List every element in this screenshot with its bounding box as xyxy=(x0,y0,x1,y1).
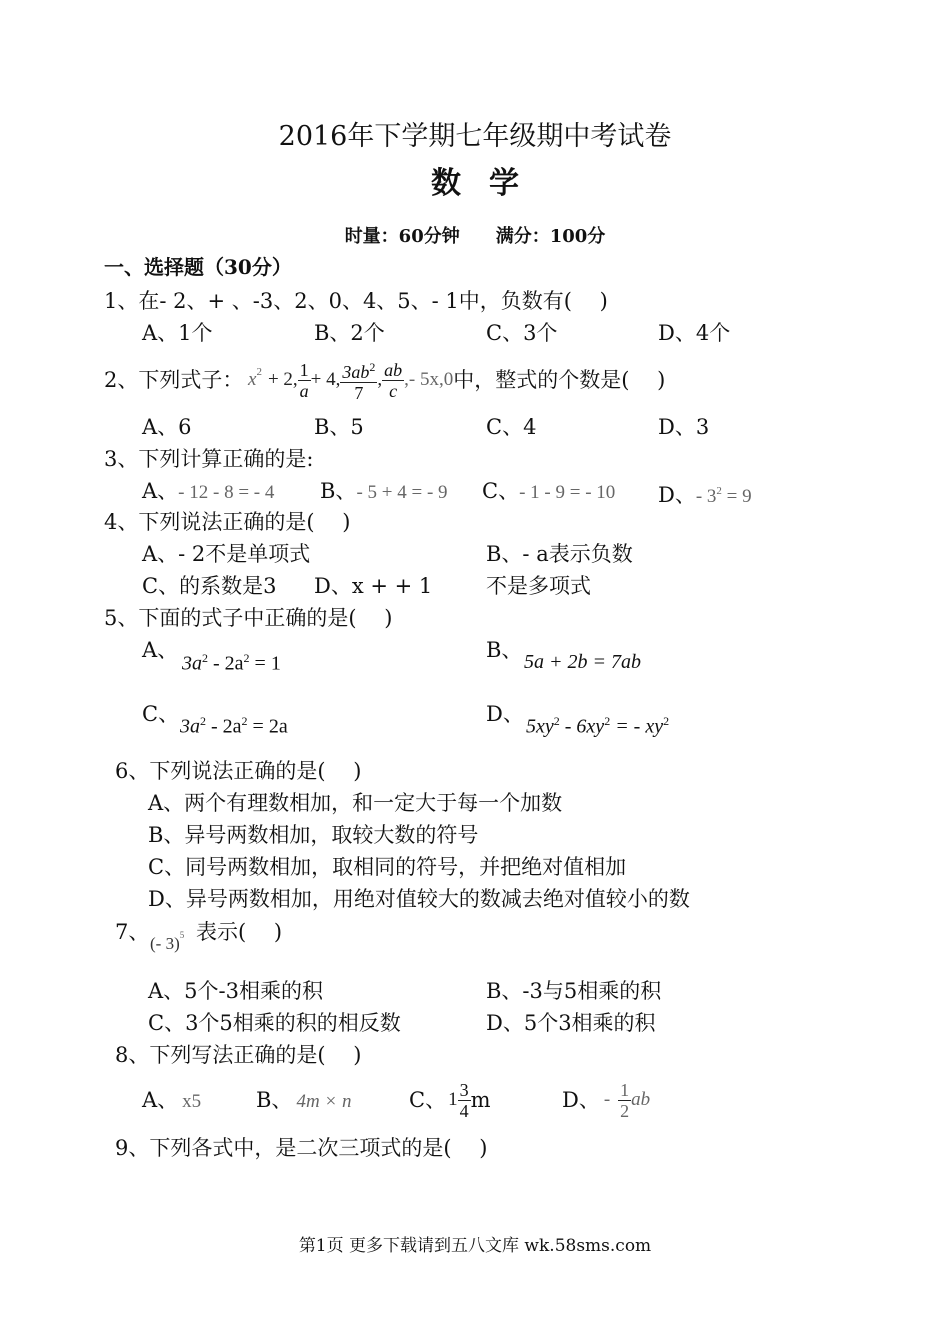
question-8-stem: 8、下列写法正确的是( ) xyxy=(115,1043,362,1067)
question-9-stem: 9、下列各式中，是二次三项式的是( ) xyxy=(115,1136,488,1160)
question-4-option-c: C、的系数是3 xyxy=(142,574,277,598)
section-heading: 一、选择题（30分） xyxy=(104,255,292,279)
q5-c-exp2: 2 xyxy=(241,714,248,728)
q3-d-exponent: 2 xyxy=(716,485,722,497)
q5-c-term1: 3a xyxy=(180,715,200,738)
q2-x: x xyxy=(248,369,257,390)
q5-d-result: = - xy xyxy=(610,715,664,738)
q8-d-denominator: 2 xyxy=(620,1100,630,1121)
q3-c-math: - 1 - 9 = - 10 xyxy=(519,482,616,503)
q8-c-denominator: 4 xyxy=(459,1100,469,1121)
q2-f2-numerator: 3ab xyxy=(342,362,370,382)
q3-a-math: - 12 - 8 = - 4 xyxy=(178,482,275,503)
question-2-option-d: D、3 xyxy=(658,415,710,439)
question-5-a-math xyxy=(182,651,281,676)
question-4-option-d-continued: 不是多项式 xyxy=(486,574,591,598)
q5-a-result: = 1 xyxy=(249,652,281,675)
q3-d-rest: = 9 xyxy=(721,486,752,507)
question-6-stem: 6、下列说法正确的是( ) xyxy=(115,759,362,783)
question-3-option-c xyxy=(482,477,615,507)
exam-meta: 时量：60分钟 满分：100分 xyxy=(344,226,606,247)
q5-c-result: = 2a xyxy=(247,715,288,738)
q5-d-exp2: 2 xyxy=(604,714,611,728)
question-3-stem: 3、下列计算正确的是: xyxy=(104,447,314,471)
q8-c-whole: 1 xyxy=(448,1089,458,1110)
question-1-option-b: B、2个 xyxy=(314,321,385,345)
q2-f2-exponent: 2 xyxy=(369,360,376,374)
q8-d-fraction xyxy=(618,1080,631,1121)
q8-c-label: C、 xyxy=(409,1088,447,1112)
q8-d-numerator: 1 xyxy=(620,1079,630,1100)
q2-f3-numerator: ab xyxy=(384,359,403,380)
q5-a-term2: - 2a xyxy=(208,652,244,675)
question-3-option-a xyxy=(142,477,274,507)
question-2-label: 2、下列式子： xyxy=(104,368,244,392)
question-8-option-a xyxy=(142,1086,201,1116)
question-5-d-math xyxy=(526,714,669,739)
question-1-stem: 1、在- 2、+ 、-3、2、0、4、5、- 1中，负数有( ) xyxy=(104,289,608,313)
q2-f3-denominator: c xyxy=(389,380,398,401)
q2-tail-text: 中，整式的个数是( ) xyxy=(453,368,666,392)
q3-a-label: A、 xyxy=(142,479,179,503)
q2-x-exponent: 2 xyxy=(256,366,262,378)
question-2-expression xyxy=(248,354,665,406)
question-1-option-c: C、3个 xyxy=(486,321,558,345)
q7-base: (- 3) xyxy=(150,934,180,953)
q2-plus-four: + 4, xyxy=(310,369,341,390)
question-7-math xyxy=(150,930,185,954)
question-7-number: 7、 xyxy=(115,920,150,944)
q8-d-label: D、 xyxy=(562,1088,600,1112)
question-4-option-b: B、- a表示负数 xyxy=(486,542,633,566)
question-8-option-c xyxy=(409,1074,491,1126)
q2-f1-numerator: 1 xyxy=(299,359,309,380)
q8-b-math: 4m × n xyxy=(296,1091,352,1112)
q3-b-math: - 5 + 4 = - 9 xyxy=(356,482,448,503)
question-2-option-c: C、4 xyxy=(486,415,537,439)
q8-d-var: ab xyxy=(631,1089,651,1110)
question-2-option-b: B、5 xyxy=(314,415,364,439)
question-5-c-label: C、 xyxy=(142,702,180,726)
question-7-option-c: C、3个5相乘的积的相反数 xyxy=(148,1011,401,1035)
question-8-option-b xyxy=(256,1086,351,1116)
question-7-option-b: B、-3与5相乘的积 xyxy=(486,979,662,1003)
question-1-option-a: A、1个 xyxy=(142,321,213,345)
question-8-option-d xyxy=(562,1074,650,1126)
question-7-option-a: A、5个-3相乘的积 xyxy=(148,979,323,1003)
question-2-option-a: A、6 xyxy=(142,415,192,439)
subject-title: 数学 xyxy=(431,166,547,201)
q5-d-exp3: 2 xyxy=(663,714,670,728)
q8-c-numerator: 3 xyxy=(459,1079,469,1100)
q2-fraction-1 xyxy=(298,360,311,401)
q3-d-label: D、 xyxy=(658,483,696,507)
q3-c-label: C、 xyxy=(482,479,520,503)
question-4-option-d: D、x + + 1 xyxy=(314,574,433,598)
q3-d-base: - 3 xyxy=(695,486,717,507)
q2-comma: , xyxy=(377,369,383,390)
q5-a-exp2: 2 xyxy=(243,651,250,665)
question-6-option-b: B、异号两数相加，取较大数的符号 xyxy=(148,823,479,847)
question-6-option-a: A、两个有理数相加，和一定大于每一个加数 xyxy=(148,791,563,815)
q5-c-term2: - 2a xyxy=(206,715,242,738)
q5-c-exp1: 2 xyxy=(200,714,206,728)
question-6-option-c: C、同号两数相加，取相同的符号，并把绝对值相加 xyxy=(148,855,627,879)
q2-fraction-3 xyxy=(382,360,404,401)
q3-b-label: B、 xyxy=(320,479,357,503)
q5-a-exp1: 2 xyxy=(202,651,208,665)
question-7-text: 表示( ) xyxy=(196,920,283,944)
q2-f1-denominator: a xyxy=(299,380,309,401)
q8-b-label: B、 xyxy=(256,1088,293,1112)
question-5-c-math xyxy=(180,714,288,739)
q8-c-unit: m xyxy=(470,1088,491,1112)
q2-fraction-2 xyxy=(340,357,377,403)
question-4-stem: 4、下列说法正确的是( ) xyxy=(104,510,351,534)
page-footer: 第1页 更多下载请到五八文库 wk.58sms.com xyxy=(298,1236,652,1256)
question-5-d-label: D、 xyxy=(486,702,524,726)
q2-f2-denominator: 7 xyxy=(354,383,364,403)
question-7-option-d: D、5个3相乘的积 xyxy=(486,1011,656,1035)
q5-d-exp1: 2 xyxy=(553,714,560,728)
q5-d-term2: - 6xy xyxy=(559,715,605,738)
question-5-a-label: A、 xyxy=(142,638,179,662)
q7-exponent: 5 xyxy=(179,930,185,941)
q8-c-fraction xyxy=(458,1080,471,1121)
q5-a-term1: 3a xyxy=(182,652,202,675)
question-5-b-label: B、 xyxy=(486,638,523,662)
question-1-option-d: D、4个 xyxy=(658,321,731,345)
q8-a-label: A、 xyxy=(142,1088,179,1112)
q2-plus-two: + 2, xyxy=(267,369,298,390)
question-3-option-b xyxy=(320,477,448,507)
question-6-option-d: D、异号两数相加，用绝对值较大的数减去绝对值较小的数 xyxy=(148,887,690,911)
question-5-stem: 5、下面的式子中正确的是( ) xyxy=(104,606,393,630)
question-5-b-math: 5a + 2b = 7ab xyxy=(524,651,641,673)
q5-d-term1: 5xy xyxy=(526,715,554,738)
q8-a-math: x5 xyxy=(182,1091,202,1112)
q8-d-sign: - xyxy=(603,1089,611,1110)
question-3-option-d xyxy=(658,477,752,511)
q2-tail-math: ,- 5x,0 xyxy=(404,369,454,390)
question-4-option-a: A、- 2不是单项式 xyxy=(142,542,311,566)
exam-title: 2016年下学期七年级期中考试卷 xyxy=(278,121,672,152)
